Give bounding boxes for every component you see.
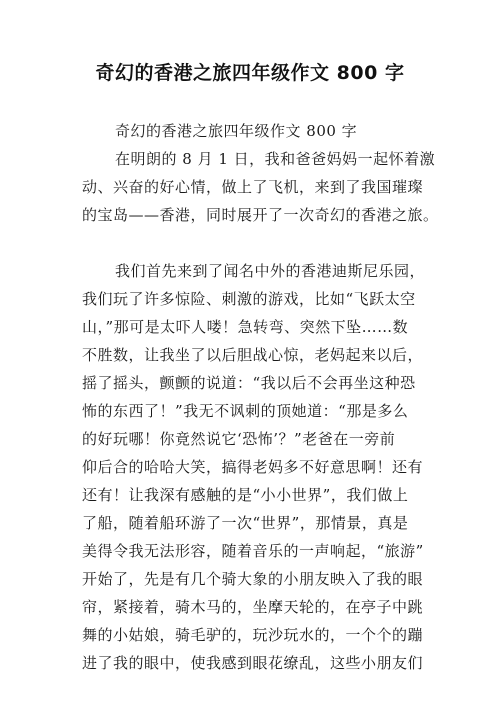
paragraph-line: 怖的东西了！”我无不讽刺的顶她道：“那是多么 [82,402,409,420]
paragraph-line: 开始了，先是有几个骑大象的小朋友映入了我的眼 [82,570,424,588]
paragraph-line: 帘，紧接着，骑木马的，坐摩天轮的，在亭子中跳 [82,598,424,616]
paragraph-line: 山，”那可是太吓人喽！急转弯、突然下坠……数 [82,318,409,336]
paragraph-line: 了船，随着船环游了一次“世界”，那情景，真是 [82,514,409,532]
paragraph-line: 舞的小姑娘，骑毛驴的，玩沙玩水的，一个个的蹦 [82,626,424,644]
paragraph-line: 还有！让我深有感触的是“小小世界”，我们做上 [82,486,409,504]
paragraph-line: 不胜数，让我坐了以后胆战心惊，老妈起来以后， [82,346,424,364]
paragraph-subtitle-line: 奇幻的香港之旅四年级作文 800 字 [115,122,358,140]
paragraph-line: 进了我的眼中，使我感到眼花缭乱，这些小朋友们 [82,654,424,672]
paragraph-line: 摇了摇头，颤颤的说道：“我以后不会再坐这种恐 [82,374,416,392]
paragraph-line: 的宝岛——香港，同时展开了一次奇幻的香港之旅。 [82,206,439,224]
document-title: 奇幻的香港之旅四年级作文 800 字 [95,62,405,84]
paragraph-line: 我们玩了许多惊险、刺激的游戏，比如“飞跃太空 [82,290,416,308]
paragraph-line: 动、兴奋的好心情，做上了飞机，来到了我国璀璨 [82,178,424,196]
paragraph-gap [82,229,428,257]
paragraph-line: 美得令我无法形容，随着音乐的一声响起，“旅游” [82,542,424,560]
document-body [82,117,439,677]
paragraph-line: 仰后合的哈哈大笑，搞得老妈多不好意思啊！还有 [82,458,424,476]
paragraph-line: 的好玩哪！你竟然说它‘恐怖’？”老爸在一旁前 [82,430,396,448]
paragraph-line: 在明朗的 8 月 1 日，我和爸爸妈妈一起怀着激 [115,150,436,168]
paragraph-line: 我们首先来到了闻名中外的香港迪斯尼乐园， [115,262,426,280]
